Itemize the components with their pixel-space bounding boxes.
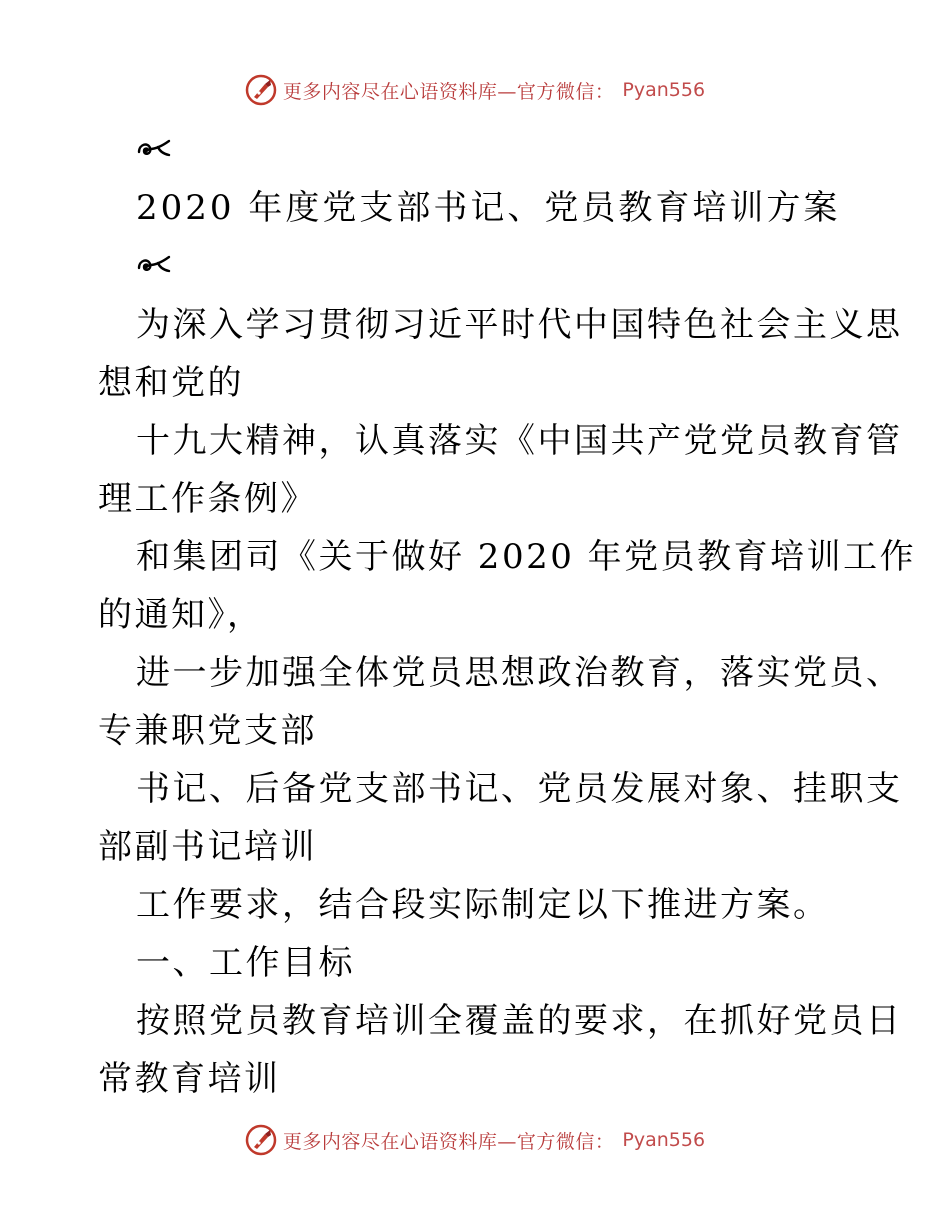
watermark-wechat-id: Pyan556 [622, 79, 706, 101]
pen-nib-logo-icon [245, 74, 277, 106]
document-title: 2020 年度党支部书记、党员教育培训方案 [136, 188, 841, 228]
body-line: 按照党员教育培训全覆盖的要求，在抓好党员日 [136, 1001, 903, 1041]
body-line: 和集团司《关于做好 2020 年党员教育培训工作 [136, 537, 917, 577]
body-line: 书记、后备党支部书记、党员发展对象、挂职支 [136, 769, 903, 809]
watermark-wechat-id: Pyan556 [622, 1129, 706, 1151]
body-line: 专兼职党支部 [98, 711, 317, 751]
pen-nib-logo-icon [245, 1124, 277, 1156]
body-line: 十九大精神，认真落实《中国共产党党员教育管 [136, 421, 903, 461]
fleuron-ornament-icon [136, 136, 172, 162]
footer-watermark [0, 1122, 950, 1158]
body-line: 为深入学习贯彻习近平时代中国特色社会主义思 [136, 305, 903, 345]
fleuron-ornament-icon [136, 252, 172, 278]
watermark-text: 更多内容尽在心语资料库—官方微信： [282, 80, 615, 103]
document-body [98, 296, 917, 1108]
body-line: 常教育培训 [98, 1059, 281, 1099]
body-line: 理工作条例》 [98, 479, 317, 519]
body-line: 工作要求，结合段实际制定以下推进方案。 [136, 885, 830, 925]
header-watermark [0, 72, 950, 108]
body-line: 进一步加强全体党员思想政治教育，落实党员、 [136, 653, 903, 693]
body-line: 的通知》， [98, 595, 264, 635]
body-line: 想和党的 [98, 363, 244, 403]
watermark-text: 更多内容尽在心语资料库—官方微信： [282, 1130, 615, 1153]
section-heading: 一、工作目标 [136, 943, 355, 983]
body-line: 部副书记培训 [98, 827, 317, 867]
